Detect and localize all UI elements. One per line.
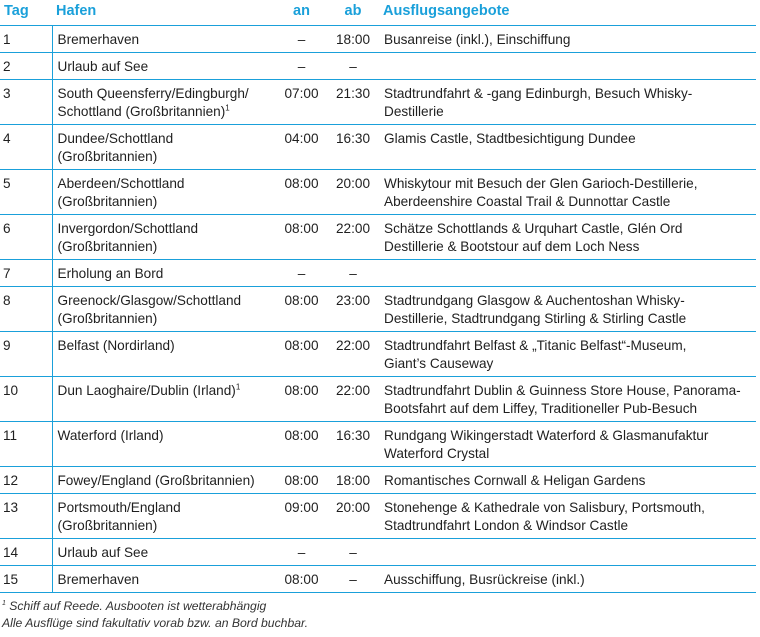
- ausflug-line: Whiskytour mit Besuch der Glen Garioch-Destillerie,: [384, 176, 698, 191]
- ausflug-line: Stadtrundfahrt London & Windsor Castle: [384, 518, 629, 533]
- table-body: [0, 26, 756, 593]
- header-tag: Tag: [0, 0, 52, 26]
- hafen-line: Fowey/England (Großbritannien): [57, 473, 255, 488]
- cell-hafen: [52, 539, 276, 566]
- cell-ab: 16:30: [327, 422, 379, 467]
- ausflug-line: Rundgang Wikingerstadt Waterford & Glasmanufaktur: [384, 428, 709, 443]
- cell-ausflug: [379, 170, 756, 215]
- hafen-line: Greenock/Glasgow/Schottland: [57, 293, 242, 308]
- hafen-line: (Großbritannien): [57, 518, 158, 533]
- footnote-excursions: Alle Ausflüge sind fakultativ vorab bzw. an Bord buchbar.: [2, 616, 308, 630]
- footnote-ref: 1: [225, 103, 230, 113]
- cell-ab: 22:00: [327, 377, 379, 422]
- footnote-text: Schiff auf Reede. Ausbooten ist wetterabhängig: [9, 599, 267, 613]
- cell-ausflug: [379, 377, 756, 422]
- header-an: an: [276, 0, 327, 26]
- cell-an: 08:00: [276, 377, 327, 422]
- hafen-line: Belfast (Nordirland): [57, 338, 175, 353]
- table-row: [0, 260, 756, 287]
- cell-an: –: [276, 26, 327, 53]
- cell-hafen: [52, 215, 276, 260]
- cell-tag: 15: [0, 566, 52, 593]
- cell-an: 08:00: [276, 215, 327, 260]
- cell-ausflug: [379, 125, 756, 170]
- header-ab: ab: [327, 0, 379, 26]
- cell-hafen: [52, 377, 276, 422]
- hafen-line: Invergordon/Schottland: [57, 221, 199, 236]
- hafen-line: Bremerhaven: [57, 32, 140, 47]
- cell-tag: 13: [0, 494, 52, 539]
- cell-tag: 10: [0, 377, 52, 422]
- cell-tag: 7: [0, 260, 52, 287]
- hafen-line: Bremerhaven: [57, 572, 140, 587]
- ausflug-line: Destillerie & Bootstour auf dem Loch Ness: [384, 239, 640, 254]
- ausflug-line: Destillerie: [384, 104, 444, 119]
- table-row: [0, 566, 756, 593]
- footnote-marker: 1: [2, 599, 6, 607]
- cell-tag: 11: [0, 422, 52, 467]
- cell-an: 04:00: [276, 125, 327, 170]
- cell-ausflug: [379, 80, 756, 125]
- ausflug-line: Stadtrundfahrt & -gang Edinburgh, Besuch Whisky-: [384, 86, 693, 101]
- cell-an: 08:00: [276, 170, 327, 215]
- hafen-line: Dun Laoghaire/Dublin (Irland): [57, 383, 236, 398]
- cell-ausflug: [379, 467, 756, 494]
- ausflug-line: Stonehenge & Kathedrale von Salisbury, Portsmouth,: [384, 500, 705, 515]
- cell-tag: 6: [0, 215, 52, 260]
- cell-hafen: [52, 287, 276, 332]
- cell-hafen: [52, 467, 276, 494]
- table-row: [0, 422, 756, 467]
- hafen-line: (Großbritannien): [57, 194, 158, 209]
- footnotes: [2, 598, 752, 632]
- cell-ab: 18:00: [327, 467, 379, 494]
- cell-an: 07:00: [276, 80, 327, 125]
- footnote-reede: [2, 598, 752, 615]
- cell-an: 08:00: [276, 332, 327, 377]
- cell-hafen: [52, 170, 276, 215]
- ausflug-line: Stadtrundfahrt Dublin & Guinness Store House, Panorama-: [384, 383, 741, 398]
- cell-ab: 18:00: [327, 26, 379, 53]
- hafen-line: (Großbritannien): [57, 239, 158, 254]
- cell-hafen: [52, 53, 276, 80]
- cell-ab: 20:00: [327, 494, 379, 539]
- cell-tag: 9: [0, 332, 52, 377]
- ausflug-line: Aberdeenshire Coastal Trail & Dunnottar Castle: [384, 194, 671, 209]
- hafen-line: Portsmouth/England: [57, 500, 181, 515]
- cell-ab: 16:30: [327, 125, 379, 170]
- ausflug-line: Schätze Schottlands & Urquhart Castle, Glén Ord: [384, 221, 683, 236]
- ausflug-line: Stadtrundgang Glasgow & Auchentoshan Whisky-: [384, 293, 685, 308]
- cell-tag: 2: [0, 53, 52, 80]
- table-row: [0, 332, 756, 377]
- cell-an: 08:00: [276, 566, 327, 593]
- table-row: [0, 377, 756, 422]
- cell-ab: 23:00: [327, 287, 379, 332]
- cell-ausflug: [379, 566, 756, 593]
- cell-ausflug: [379, 494, 756, 539]
- table-row: [0, 494, 756, 539]
- cell-an: –: [276, 539, 327, 566]
- cell-ab: 22:00: [327, 215, 379, 260]
- cell-an: 08:00: [276, 422, 327, 467]
- cell-tag: 8: [0, 287, 52, 332]
- hafen-line: Urlaub auf See: [57, 59, 149, 74]
- ausflug-line: Giant’s Causeway: [384, 356, 494, 371]
- cell-ab: 22:00: [327, 332, 379, 377]
- cell-hafen: [52, 26, 276, 53]
- cell-hafen: [52, 494, 276, 539]
- cell-ab: –: [327, 539, 379, 566]
- cell-tag: 3: [0, 80, 52, 125]
- cell-ausflug: [379, 260, 756, 287]
- hafen-line: Schottland (Großbritannien): [57, 104, 226, 119]
- ausflug-line: Bootsfahrt auf dem Liffey, Traditioneller Pub-Besuch: [384, 401, 698, 416]
- cell-ausflug: [379, 287, 756, 332]
- cell-tag: 4: [0, 125, 52, 170]
- table-row: [0, 53, 756, 80]
- cell-hafen: [52, 260, 276, 287]
- hafen-line: (Großbritannien): [57, 149, 158, 164]
- table-row: [0, 170, 756, 215]
- cell-ab: 20:00: [327, 170, 379, 215]
- table-row: [0, 539, 756, 566]
- cell-hafen: [52, 125, 276, 170]
- cell-ab: 21:30: [327, 80, 379, 125]
- cell-tag: 5: [0, 170, 52, 215]
- ausflug-line: Stadtrundfahrt Belfast & „Titanic Belfast“-Museum,: [384, 338, 687, 353]
- cell-hafen: [52, 80, 276, 125]
- cell-an: 08:00: [276, 467, 327, 494]
- cell-tag: 14: [0, 539, 52, 566]
- cell-ausflug: [379, 53, 756, 80]
- cell-hafen: [52, 566, 276, 593]
- cell-an: –: [276, 260, 327, 287]
- table-row: [0, 80, 756, 125]
- cell-ausflug: [379, 422, 756, 467]
- ausflug-line: Glamis Castle, Stadtbesichtigung Dundee: [384, 131, 636, 146]
- hafen-line: Dundee/Schottland: [57, 131, 174, 146]
- cell-ab: –: [327, 53, 379, 80]
- cell-ausflug: [379, 215, 756, 260]
- hafen-line: South Queensferry/Edingburgh/: [57, 86, 249, 101]
- cell-hafen: [52, 422, 276, 467]
- cell-ab: –: [327, 260, 379, 287]
- hafen-line: Aberdeen/Schottland: [57, 176, 185, 191]
- hafen-line: (Großbritannien): [57, 311, 158, 326]
- header-ausflugsangebote: Ausflugsangebote: [379, 0, 756, 26]
- cell-ausflug: [379, 26, 756, 53]
- table-row: [0, 287, 756, 332]
- table-row: [0, 215, 756, 260]
- cell-ausflug: [379, 539, 756, 566]
- cell-an: 09:00: [276, 494, 327, 539]
- hafen-line: Waterford (Irland): [57, 428, 164, 443]
- header-hafen: Hafen: [52, 0, 276, 26]
- cell-ab: –: [327, 566, 379, 593]
- hafen-line: Erholung an Bord: [57, 266, 164, 281]
- cell-an: 08:00: [276, 287, 327, 332]
- cell-tag: 1: [0, 26, 52, 53]
- table-row: [0, 467, 756, 494]
- hafen-line: Urlaub auf See: [57, 545, 149, 560]
- footnote-ref: 1: [235, 382, 241, 392]
- ausflug-line: Destillerie, Stadtrundgang Stirling & Stirling Castle: [384, 311, 687, 326]
- ausflug-line: Busanreise (inkl.), Einschiffung: [384, 32, 571, 47]
- ausflug-line: Waterford Crystal: [384, 446, 490, 461]
- cell-tag: 12: [0, 467, 52, 494]
- cell-hafen: [52, 332, 276, 377]
- cell-ausflug: [379, 332, 756, 377]
- table-row: [0, 26, 756, 53]
- table-row: [0, 125, 756, 170]
- ausflug-line: Ausschiffung, Busrückreise (inkl.): [384, 572, 585, 587]
- table-header-row: [0, 0, 756, 26]
- ausflug-line: Romantisches Cornwall & Heligan Gardens: [384, 473, 646, 488]
- cell-an: –: [276, 53, 327, 80]
